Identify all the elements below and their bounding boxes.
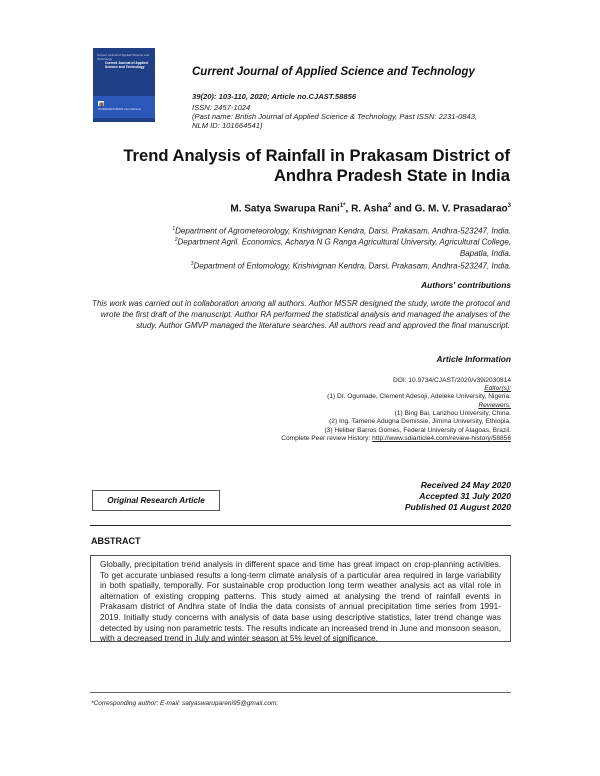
reviewer-1: (1) Bing Bai, Lanzhou University, China.: [394, 410, 511, 417]
affiliation-3: [191, 261, 511, 271]
title-line2: Andhra Pradesh State in India: [273, 166, 510, 185]
affiliation-1-sup: 1: [172, 226, 176, 232]
affiliation-2: [175, 237, 511, 247]
past-name-line1: (Past name: British Journal of Applied Science & Technology, Past ISSN: 2231-0843,: [192, 112, 478, 121]
doi: DOI: 10.9734/CJAST/2020/v39i2030814: [392, 377, 511, 384]
author-1-sup: 1*: [339, 203, 346, 209]
cover-barcode: ||||||||: [99, 101, 104, 106]
author-1: M. Satya Swarupa Rani: [230, 203, 340, 215]
author-list: [230, 203, 511, 214]
citation: 39(20): 103-110, 2020; Article no.CJAST.58856: [192, 92, 357, 101]
corresponding-author-footnote: *Corresponding author: E-mail: satyaswarupareni95@gmail.com;: [91, 700, 279, 707]
article-type-badge: Original Research Article: [92, 490, 220, 511]
past-name-line2: NLM ID: 101664541): [192, 121, 263, 130]
cover-small-title: Current Journal of Applied Science and Technology: [97, 53, 150, 61]
abstract-text: Globally, precipitation trend analysis in different space and time has great impact on crop-planning activities. To get accurate unbiased results a long-term climate analysis of a particular area required in large variability in both spatially, temporally. For sustainable crop production long term weather analysis act as vital role in alternation of existing cropping patterns. This study aimed at analysing the trend of rainfall events in Prakasam district of Andhra state of India the data consists of annual precipitation time series from 1991-2019. Initially study concerns with analysis of data base using descriptive statistics, later trend change was detected by using non parametric tests. The results indicate an increased trend in June and monsoon season, with a decreased trend in July and winter season at 5% level of significance.: [90, 555, 511, 642]
journal-cover-image: [93, 48, 155, 122]
author-sep-1: ,: [345, 203, 352, 215]
abstract-divider: [90, 525, 511, 526]
author-2: R. Asha: [351, 203, 388, 215]
affiliation-2-sup: 2: [174, 237, 178, 243]
reviewer-3: (3) Heliber Barros Gomes, Federal University of Alagoas, Brazil.: [324, 427, 511, 434]
history-label: Complete Peer review History:: [281, 435, 373, 442]
affiliation-2-text-line1: Department Agril. Economics, Acharya N G Ranga Agricultural University, Agricultural College,: [177, 237, 511, 247]
history-link[interactable]: http://www.sdiarticle4.com/review-history/58856: [372, 435, 511, 442]
abstract-heading: ABSTRACT: [91, 536, 141, 546]
paper-title: [80, 146, 510, 186]
cover-big-title: Current Journal of Applied Science and Technology: [105, 61, 148, 69]
accepted-date: Accepted 31 July 2020: [419, 491, 511, 501]
contributions-text: This work was carried out in collaboration among all authors. Author MSSR designed the study, wrote the protocol and wrote the first draft of the manuscript. Author RA performed the statistical analysis and managed the analyses of the study. Author GMVP managed the literature searches. All authors read and approved the final manuscript.: [92, 299, 510, 330]
affiliation-2-line2: Bapatla, India.: [459, 249, 511, 258]
affiliation-1-text: Department of Agrometeorology, Krishivignan Kendra, Darsi, Prakasam, Andhra-523247, India.: [175, 226, 511, 236]
published-date: Published 01 August 2020: [404, 502, 511, 512]
affiliation-3-text: Department of Entomology, Krishivignan Kendra, Darsi, Prakasam, Andhra-523247, India.: [193, 261, 511, 271]
footnote-divider: [90, 692, 511, 693]
editor-1: (1) Dr. Ogunlade, Clement Adesoji, Adeleke University, Nigeria.: [327, 393, 511, 400]
reviewers-label: Reviewers:: [478, 402, 511, 409]
reviewer-2: (2) Ing. Tamene Adugna Demissie, Jimma University, Ethiopia.: [329, 418, 511, 425]
title-line1: Trend Analysis of Rainfall in Prakasam District of: [123, 146, 510, 165]
received-date: Received 24 May 2020: [420, 480, 511, 490]
cover-publisher: SCIENCEDOMAIN international: [98, 107, 141, 111]
affiliation-1: [172, 226, 511, 236]
contributions-heading: Authors' contributions: [421, 280, 511, 290]
author-sep-2: and: [391, 203, 415, 215]
article-info-heading: Article Information: [436, 354, 511, 364]
journal-name: Current Journal of Applied Science and Technology: [192, 66, 475, 78]
editors-label: Editor(s):: [484, 385, 511, 392]
issn: ISSN: 2457-1024: [192, 103, 251, 112]
affiliation-3-sup: 3: [190, 261, 194, 267]
author-3: G. M. V. Prasadarao: [414, 203, 508, 215]
author-2-sup: 2: [387, 203, 392, 209]
peer-review-history: [281, 435, 511, 442]
author-3-sup: 3: [507, 203, 511, 209]
